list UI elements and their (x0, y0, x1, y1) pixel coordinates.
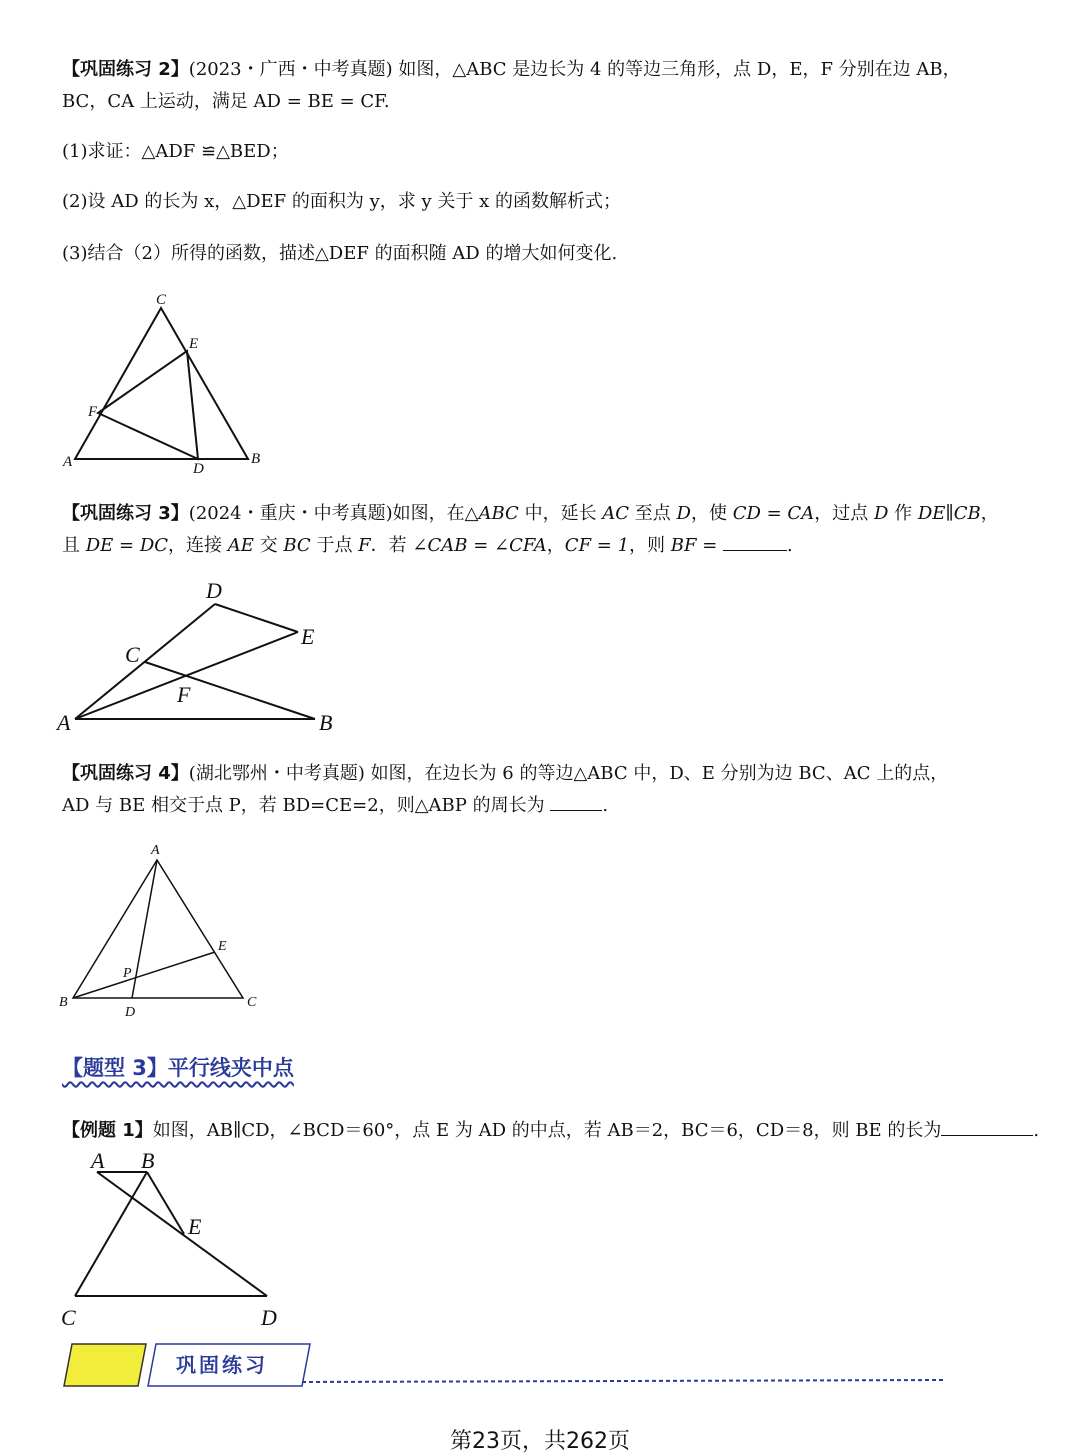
q3-label-C: C (125, 642, 140, 667)
q4-label-D: D (125, 1005, 136, 1020)
ex1-figure (55, 1148, 295, 1333)
q4-answer-blank[interactable] (550, 792, 602, 811)
q4-line-be (73, 952, 215, 998)
ex1-label-E: E (188, 1214, 202, 1239)
q3-figure (55, 578, 355, 738)
q4-label-E: E (218, 939, 227, 954)
q4-figure (55, 838, 275, 1023)
q3-label-B: B (319, 710, 333, 735)
q2-label-B: B (251, 451, 261, 467)
ex1-label: 【例题 1】 (62, 1120, 153, 1141)
q3-answer-blank[interactable] (723, 532, 787, 551)
q3-label-F: F (177, 682, 191, 707)
q3-label-D: D (206, 578, 222, 603)
ex1-label-C: C (61, 1305, 76, 1330)
q3-line-cb (145, 662, 315, 719)
q2-label-E: E (189, 336, 199, 352)
q2-part2: (2)设 AD 的长为 x，△DEF 的面积为 y，求 y 关于 x 的函数解析式； (62, 191, 621, 212)
q2-line1: (2023・广西・中考真题) 如图，△ABC 是边长为 4 的等边三角形，点 D，E，F 分别在边 AB， (188, 59, 961, 80)
q3-stem-line2: 且 DE = DC，连接 AE 交 BC 于点 F．若 ∠CAB = ∠CFA，CF = 1，则 BF = . (62, 530, 1040, 562)
q3-label-E: E (301, 624, 315, 649)
q2-triangle-abc (75, 308, 248, 459)
q3-line-ad (75, 604, 215, 719)
q4-label-B: B (59, 995, 68, 1010)
ex1-stem: 【例题 1】如图，AB∥CD，∠BCD＝60°，点 E 为 AD 的中点，若 AB＝2，BC＝6，CD＝8，则 BE 的长为 . (62, 1115, 1040, 1147)
q4-label-P: P (123, 966, 132, 981)
q2-label-A: A (63, 454, 73, 470)
q3-label-A: A (57, 710, 71, 735)
practice-title: 巩固练习 (176, 1353, 268, 1377)
q2-figure (55, 288, 285, 478)
q2-stem-line2: BC，CA 上运动，满足 AD = BE = CF. (62, 91, 390, 112)
q4-label-A: A (151, 843, 160, 858)
q2-part1: (1)求证：△ADF ≌△BED； (62, 141, 289, 162)
q3-line-de (215, 604, 298, 632)
ex1-line-be (147, 1172, 184, 1234)
practice-banner (60, 1340, 960, 1390)
ex1-label-D: D (261, 1305, 277, 1330)
q3-label: 【巩固练习 3】 (62, 503, 189, 524)
q4-stem-line1: 【巩固练习 4】(湖北鄂州・中考真题) 如图，在边长为 6 的等边△ABC 中，D、E 分别为边 BC、AC 上的点， (62, 763, 949, 784)
q2-triangle-def (98, 351, 198, 459)
banner-dashed-rule (302, 1380, 945, 1382)
ex1-label-A: A (91, 1148, 105, 1173)
q2-label: 【巩固练习 2】 (62, 59, 189, 80)
section-title: 【题型 3】平行线夹中点 (62, 1056, 294, 1080)
q2-stem-line1 (62, 54, 1040, 86)
q4-label-C: C (247, 995, 257, 1010)
ex1-line-ad (97, 1172, 267, 1296)
banner-yellow-block (64, 1344, 146, 1386)
q4-triangle-abc (73, 860, 243, 998)
q2-label-D: D (193, 461, 204, 477)
ex1-line-bc (75, 1172, 147, 1296)
q4-label: 【巩固练习 4】 (62, 763, 189, 784)
ex1-label-B: B (141, 1148, 155, 1173)
q2-label-F: F (88, 404, 98, 420)
q2-part3: (3)结合（2）所得的函数，描述△DEF 的面积随 AD 的增大如何变化. (62, 243, 618, 264)
q3-stem-line1: 【巩固练习 3】(2024・重庆・中考真题)如图，在△ABC 中，延长 AC 至点 D，使 CD = CA，过点 D 作 DE∥CB， (62, 503, 999, 524)
q4-stem-line2: AD 与 BE 相交于点 P，若 BD=CE=2，则△ABP 的周长为 . (62, 790, 1040, 822)
q2-label-C: C (156, 292, 167, 308)
ex1-answer-blank[interactable] (941, 1117, 1033, 1136)
page-footer: 第23页，共262页 (450, 1429, 630, 1454)
